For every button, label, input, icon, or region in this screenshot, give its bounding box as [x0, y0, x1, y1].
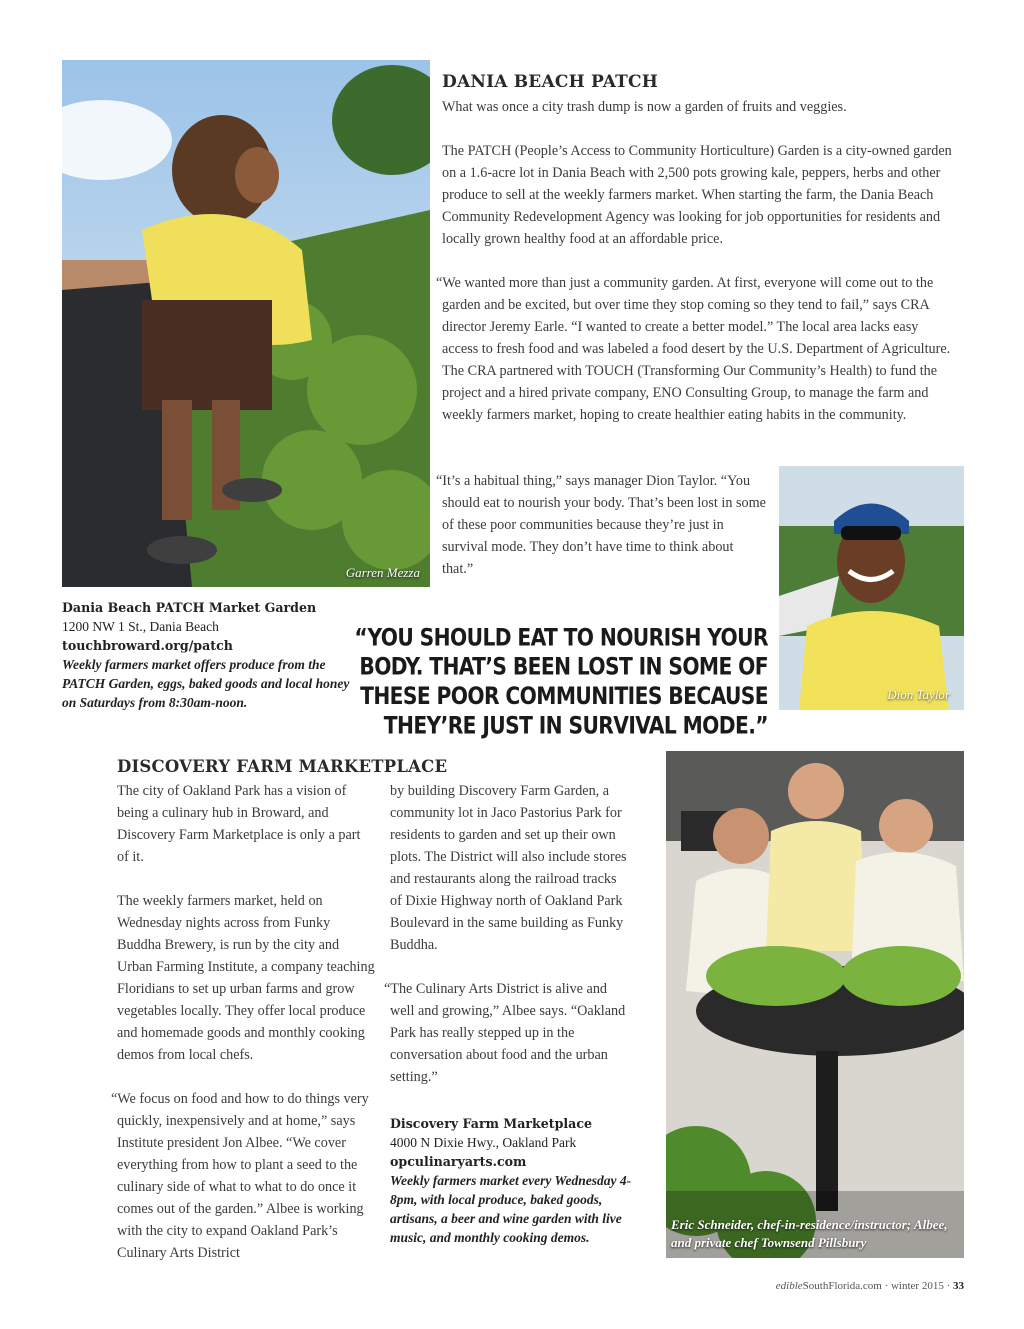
page-footer — [776, 1280, 964, 1292]
footer-site: SouthFlorida.com · winter 2015 · — [802, 1280, 951, 1292]
dania-info-address: 1200 NW 1 St., Dania Beach — [62, 619, 219, 634]
garden-photo-illustration — [62, 60, 430, 587]
discovery-col2-paragraph-2: “The Culinary Arts District is alive and well and growing,” Albee says. “Oakland Park has really stepped up in the conversation about food and the urban setting.” — [384, 981, 626, 1085]
dania-paragraph-1: The PATCH (People’s Access to Community Horticulture) Garden is a city-owned garden on a 1.6-acre lot in Dania Beach with 2,500 pots growing kale, peppers, herbs and other produce to sell at the weekly farmers market. When starting the farm, the Dania Beach Community Redevelopment Agency was looking for job opportunities for residents and locally grown healthy food at an affordable price. — [442, 143, 952, 247]
discovery-col1-paragraph-1: The city of Oakland Park has a vision of being a culinary hub in Broward, and Discovery Farm Marketplace is only a part of it. — [117, 783, 361, 865]
dania-info-name: Dania Beach PATCH Market Garden — [62, 600, 317, 615]
footer-site-italic: edible — [775, 1280, 803, 1292]
discovery-info-name: Discovery Farm Marketplace — [390, 1116, 593, 1131]
dania-paragraph-2: “We wanted more than just a community garden. At first, everyone will come out to the garden and be excited, but over time they stop coming so they tend to fail,” says CRA director Jeremy Earle. “I wanted to create a better model.” The local area lacks easy access to fresh food and was labeled a food desert by the U.S. Department of Agriculture. The CRA partnered with TOUCH (Transforming Our Community’s Health) to fund the project and a hired private company, ENO Consulting Group, to manage the farm and weekly farmers market, hoping to create healthier eating habits in the community. — [436, 275, 951, 423]
discovery-info-box — [390, 1114, 638, 1247]
dania-heading: DANIA BEACH PATCH — [442, 72, 659, 92]
photo-dion-taylor — [779, 466, 964, 710]
dania-info-description: Weekly farmers market offers produce from the PATCH Garden, eggs, baked goods and local honey on Saturdays from 8:30am-noon. — [62, 657, 350, 710]
discovery-column-2 — [384, 780, 630, 1110]
photo-discovery-group — [666, 751, 964, 1258]
page-number: 33 — [953, 1280, 964, 1292]
group-photo-illustration — [666, 751, 964, 1258]
discovery-col2-paragraph-1: by building Discovery Farm Garden, a community lot in Jaco Pastorius Park for residents to garden and set up their own plots. The District will also include stores and restaurants along the railroad tracks of Dixie Highway north of Oakland Park Boulevard in the same building as Funky Buddha. — [390, 783, 627, 953]
photo-credit-dion-taylor: Dion Taylor — [887, 687, 950, 702]
pull-quote: “YOU SHOULD EAT TO NOURISH YOUR BODY. THAT’S BEEN LOST IN SOME OF THESE POOR COMMUNITIES BECAUSE THEY’RE JUST IN SURVIVAL MODE.” — [354, 624, 768, 740]
dania-info-box — [62, 598, 352, 712]
discovery-col1-paragraph-3: “We focus on food and how to do things very quickly, inexpensively and at home,” says Institute president Jon Albee. “We cover everything from how to plant a seed to the culinary side of what to what to do once it comes out of the garden.” Albee is working with the city to expand Oakland Park’s Culinary Arts District — [111, 1091, 369, 1261]
discovery-info-address: 4000 N Dixie Hwy., Oakland Park — [390, 1135, 577, 1150]
dania-paragraph-3: “It’s a habitual thing,” says manager Dion Taylor. “You should eat to nourish your body. That’s been lost in some of these poor communities because they’re just in survival mode. They don’t have time to think about that.” — [436, 473, 766, 577]
discovery-info-url[interactable]: opculinaryarts.com — [390, 1154, 527, 1169]
dania-info-url[interactable]: touchbroward.org/patch — [62, 638, 233, 653]
discovery-col1-paragraph-2: The weekly farmers market, held on Wednesday nights across from Funky Buddha Brewery, is run by the city and Urban Farming Institute, a company teaching Floridians to set up urban farms and grow vegetables locally. They offer local produce and homemade goods and monthly cooking demos from local chefs. — [117, 893, 375, 1063]
photo-credit-garren-mezza: Garren Mezza — [345, 565, 420, 580]
dania-intro: What was once a city trash dump is now a garden of fruits and veggies. — [442, 99, 847, 115]
discovery-column-1 — [111, 780, 375, 1286]
discovery-info-description: Weekly farmers market every Wednesday 4-8pm, with local produce, baked goods, artisans, a beer and wine garden with live music, and monthly cooking demos. — [390, 1173, 632, 1245]
discovery-photo-caption: Eric Schneider, chef-in-residence/instructor; Albee, and private chef Townsend Pillsbury — [671, 1217, 948, 1250]
photo-garren-mezza — [62, 60, 430, 587]
portrait-photo-illustration — [779, 466, 964, 710]
dania-body-top — [436, 96, 954, 448]
discovery-heading: DISCOVERY FARM MARKETPLACE — [117, 757, 448, 776]
